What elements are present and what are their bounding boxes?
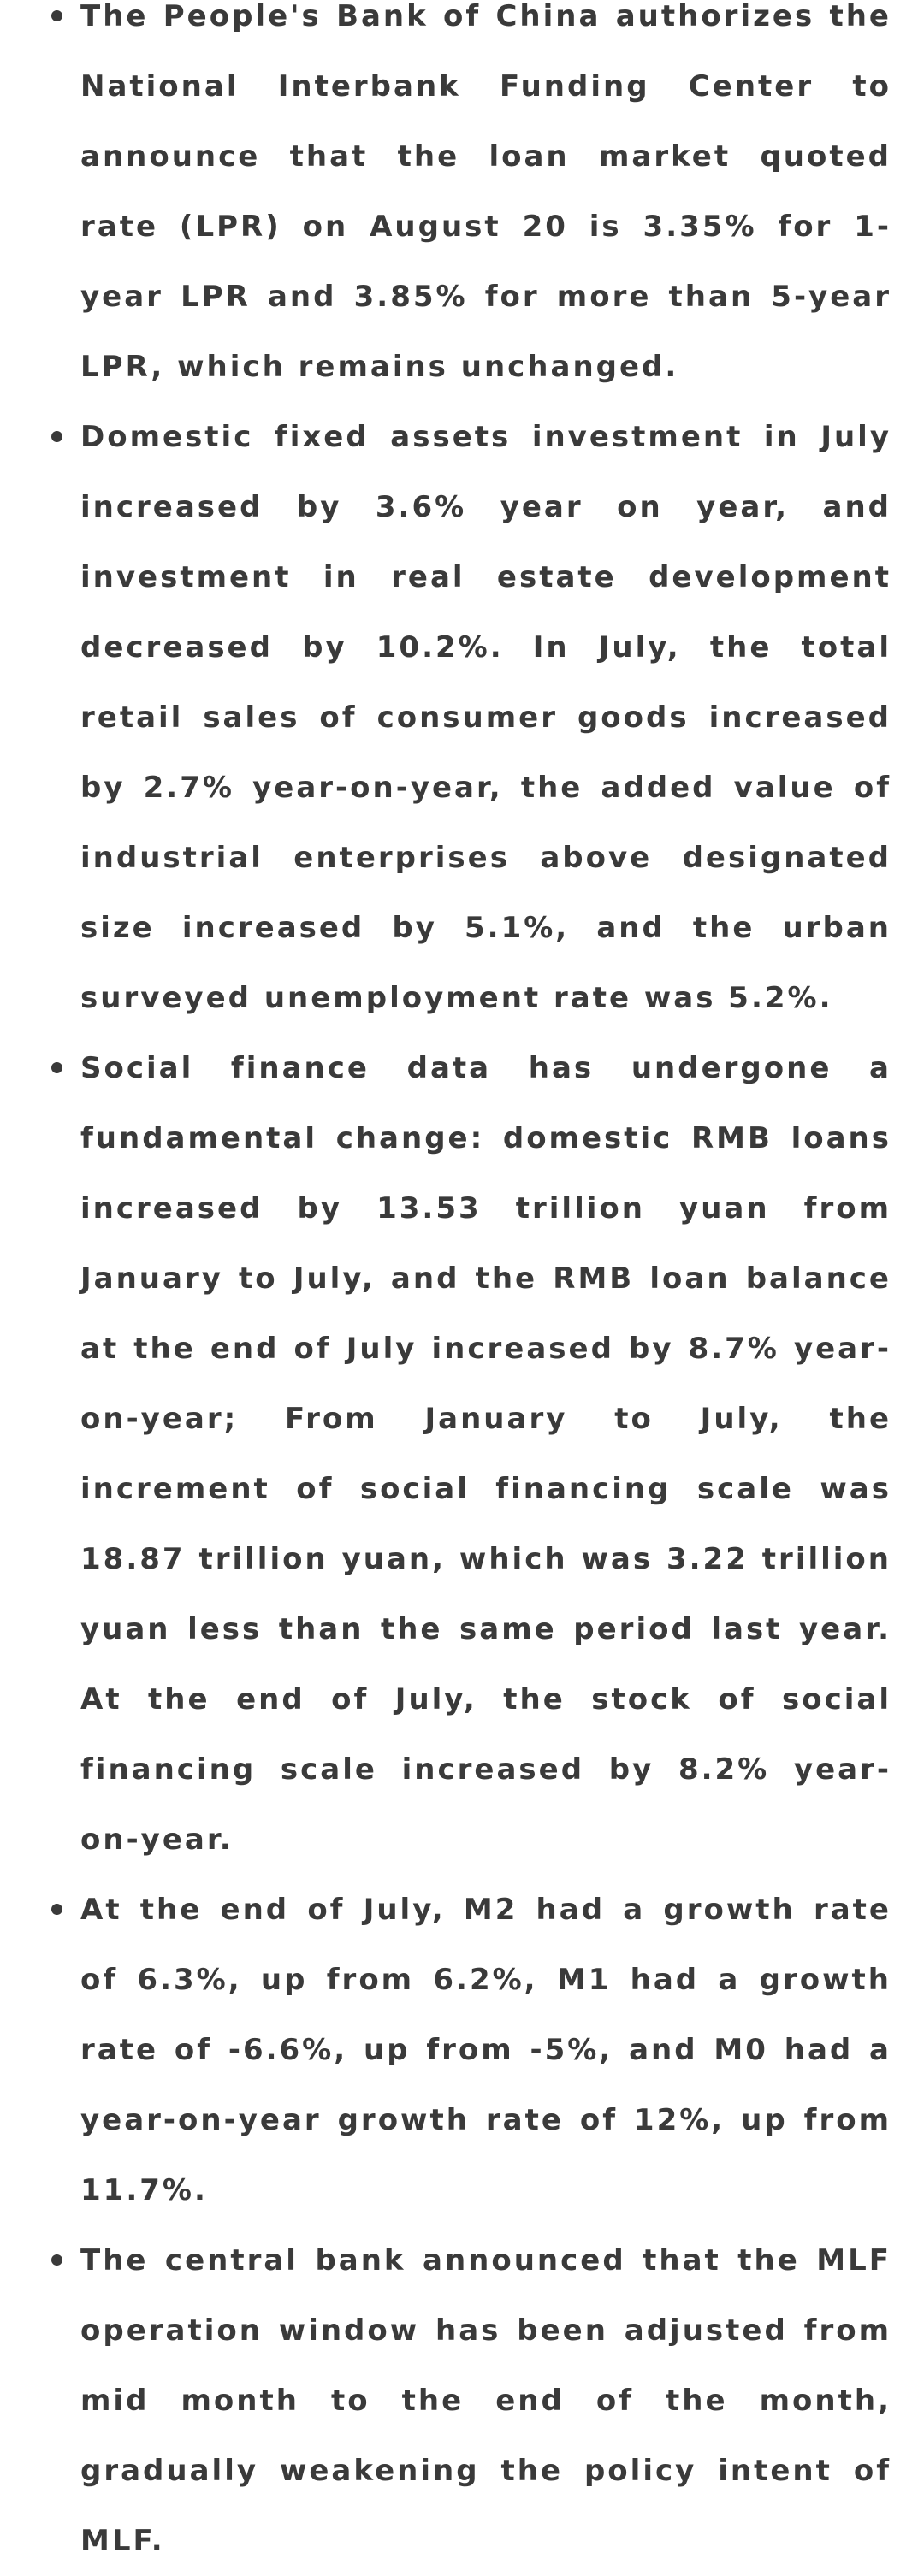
list-item-mlf (80, 2225, 891, 2576)
bullet-icon (51, 431, 62, 442)
bullet-text: Domestic fixed assets investment in July increased by 3.6% year on year, and investment in real estate development decreased by 10.2%. In July, the total retail sales of consumer goods increased by 2.7% year-on-year, the added value of industrial enterprises above designated size increased by 5.1%, and the urban surveyed unemployment rate was 5.2%. (80, 420, 891, 1015)
bullet-text: The People's Bank of China authorizes the National Interbank Funding Center to announce that the loan market quoted rate (LPR) on August 20 is 3.35% for 1-year LPR and 3.85% for more than 5-year LPR, which remains unchanged. (80, 0, 891, 384)
list-item-lpr (80, 0, 891, 402)
bullet-icon (51, 1904, 62, 1915)
bullet-icon (51, 10, 62, 21)
list-item-money-supply (80, 1875, 891, 2225)
bullet-text: Social finance data has undergone a fundamental change: domestic RMB loans increased by 13.53 trillion yuan from January to July, and the RMB loan balance at the end of July increased by 8.7% year-on-year; From January to July, the increment of social financing scale was 18.87 trillion yuan, which was 3.22 trillion yuan less than the same period last year. At the end of July, the stock of social financing scale increased by 8.2% year-on-year. (80, 1051, 891, 1857)
bullet-text: The central bank announced that the MLF operation window has been adjusted from mid month to the end of the month, gradually weakening the policy intent of MLF. (80, 2243, 891, 2558)
bullet-icon (51, 1062, 62, 1073)
bullet-text: At the end of July, M2 had a growth rate of 6.3%, up from 6.2%, M1 had a growth rate of -6.6%, up from -5%, and M0 had a year-on-year growth rate of 12%, up from 11.7%. (80, 1893, 891, 2207)
list-item-fixed-assets (80, 402, 891, 1033)
list-item-social-finance (80, 1033, 891, 1875)
bullet-icon (51, 2254, 62, 2266)
